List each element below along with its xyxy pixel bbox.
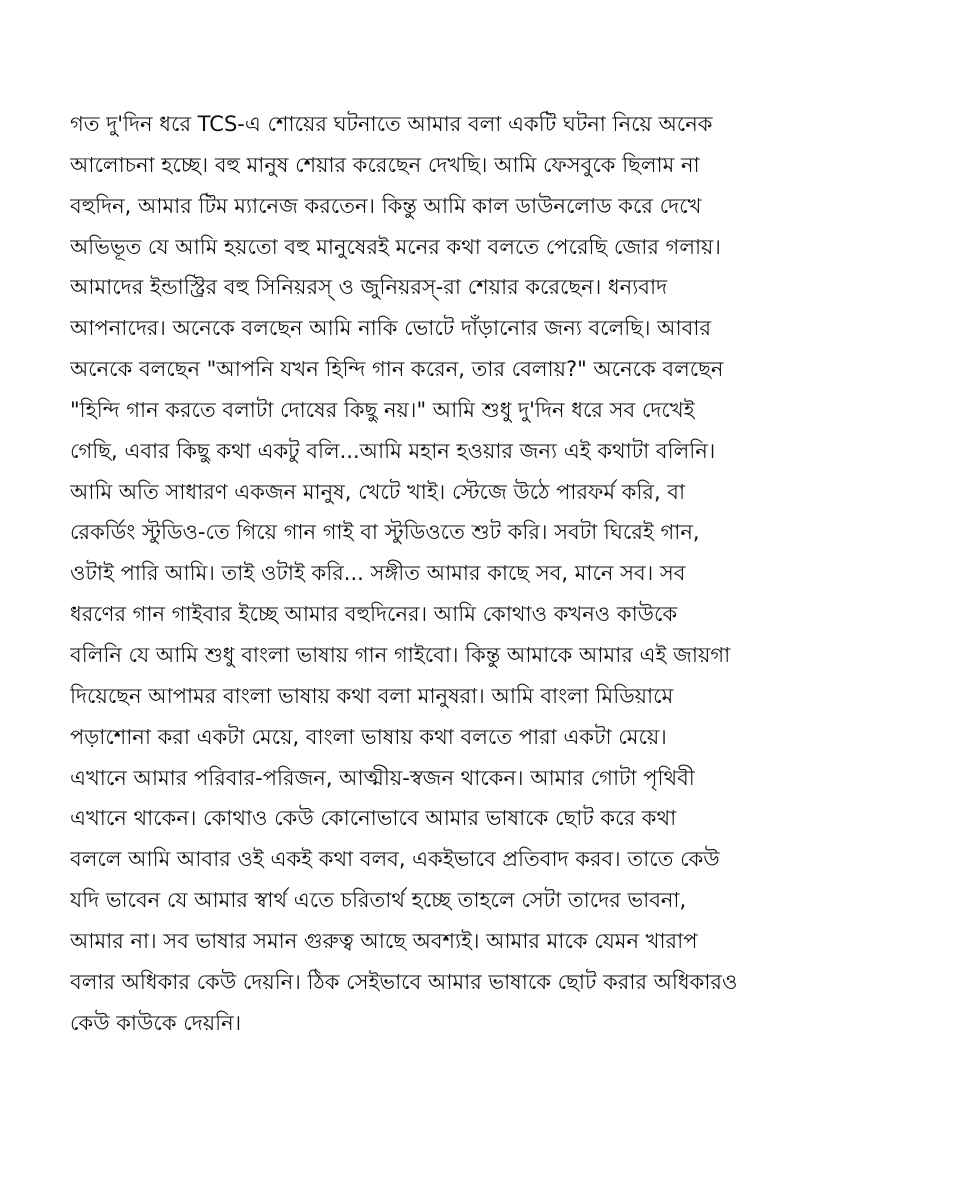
statement-line: গত দু'দিন ধরে TCS-এ শোয়ের ঘটনাতে আমার বলা একটি ঘটনা নিয়ে অনেক <box>70 112 713 136</box>
statement-line: বলার অধিকার কেউ দেয়নি। ঠিক সেইভাবে আমার ভাষাকে ছোট করার অধিকারও <box>70 969 738 994</box>
statement-line: অভিভূত যে আমি হয়তো বহু মানুষেরই মনের কথা বলতে পেরেছি জোর গলায়। <box>70 234 721 259</box>
statement-line: ধরণের গান গাইবার ইচ্ছে আমার বহুদিনের। আমি কোথাও কখনও কাউকে <box>70 602 678 627</box>
statement-line: "হিন্দি গান করতে বলাটা দোষের কিছু নয়।" আমি শুধু দু'দিন ধরে সব দেখেই <box>70 397 695 422</box>
statement-line: রেকর্ডিং স্টুডিও-তে গিয়ে গান গাই বা স্টুডিওতে শুট করি। সবটা ঘিরেই গান, <box>70 520 700 545</box>
statement-line: দিয়েছেন আপামর বাংলা ভাষায় কথা বলা মানুষরা। আমি বাংলা মিডিয়ামে <box>70 683 674 708</box>
statement-line: আলোচনা হচ্ছে। বহু মানুষ শেয়ার করেছেন দেখছি। আমি ফেসবুকে ছিলাম না <box>70 152 700 177</box>
statement-line: কেউ কাউকে দেয়নি। <box>70 1010 242 1035</box>
statement-line: আমি অতি সাধারণ একজন মানুষ, খেটে খাই। স্টেজে উঠে পারফর্ম করি, বা <box>70 479 686 504</box>
statement-line: এখানে থাকেন। কোথাও কেউ কোনোভাবে আমার ভাষাকে ছোট করে কথা <box>70 806 677 831</box>
statement-line: বহুদিন, আমার টিম ম্যানেজ করতেন। কিন্তু আমি কাল ডাউনলোড করে দেখে <box>70 193 702 218</box>
statement-line: ওটাই পারি আমি। তাই ওটাই করি... সঙ্গীত আমার কাছে সব, মানে সব। সব <box>70 561 686 586</box>
statement-line: যদি ভাবেন যে আমার স্বার্থ এতে চরিতার্থ হচ্ছে তাহলে সেটা তাদের ভাবনা, <box>70 888 687 913</box>
statement-line: গেছি, এবার কিছু কথা একটু বলি...আমি মহান হওয়ার জন্য এই কথাটা বলিনি। <box>70 438 716 463</box>
statement-line: আপনাদের। অনেকে বলছেন আমি নাকি ভোটে দাঁড়ানোর জন্য বলেছি। আবার <box>70 316 712 341</box>
statement-line: অনেকে বলছেন "আপনি যখন হিন্দি গান করেন, তার বেলায়?" অনেকে বলছেন <box>70 357 724 382</box>
statement-line: বললে আমি আবার ওই একই কথা বলব, একইভাবে প্রতিবাদ করব। তাতে কেউ <box>70 847 720 872</box>
statement-line: আমার না। সব ভাষার সমান গুরুত্ব আছে অবশ্যই। আমার মাকে যেমন খারাপ <box>70 928 698 953</box>
statement-line: এখানে আমার পরিবার-পরিজন, আত্মীয়-স্বজন থাকেন। আমার গোটা পৃথিবী <box>70 765 695 790</box>
statement-line: বলিনি যে আমি শুধু বাংলা ভাষায় গান গাইবো। কিন্তু আমাকে আমার এই জায়গা <box>70 642 731 667</box>
statement-text <box>70 104 900 1043</box>
statement-line: আমাদের ইন্ডাস্ট্রির বহু সিনিয়রস্ ও জুনিয়রস্-রা শেয়ার করেছেন। ধন্যবাদ <box>70 275 668 300</box>
statement-line: পড়াশোনা করা একটা মেয়ে, বাংলা ভাষায় কথা বলতে পারা একটা মেয়ে। <box>70 724 667 749</box>
